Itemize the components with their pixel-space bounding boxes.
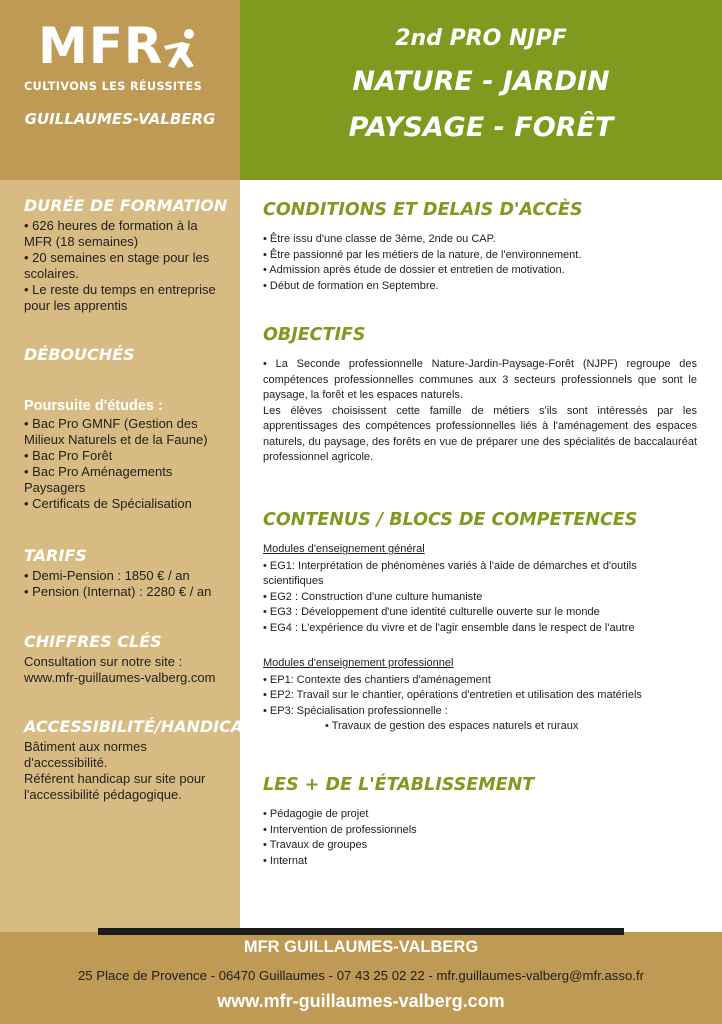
module-item: • EG4 : L'expérience du vivre et de l'agir ensemble dans le respect de l'autre bbox=[263, 621, 635, 634]
footer-website-link[interactable]: www.mfr-guillaumes-valberg.com bbox=[217, 991, 505, 1011]
accessibilite-line: d'accessibilité. bbox=[24, 755, 108, 770]
debouches-line: • Bac Pro GMNF (Gestion des bbox=[24, 416, 198, 431]
module-item: • EG2 : Construction d'une culture humaniste bbox=[263, 590, 483, 603]
course-title-code: 2nd PRO NJPF bbox=[395, 26, 567, 51]
mfr-logo: MFR bbox=[38, 17, 164, 75]
logo-tagline: CULTIVONS LES RÉUSSITES bbox=[24, 80, 203, 93]
plus-item: • Intervention de professionnels bbox=[263, 823, 417, 836]
course-title-line-3: PAYSAGE - FORÊT bbox=[348, 112, 614, 143]
debouches-line: Paysagers bbox=[24, 480, 86, 495]
debouches-heading: DÉBOUCHÉS bbox=[24, 345, 135, 364]
footer-divider bbox=[98, 928, 624, 935]
plus-item: • Travaux de groupes bbox=[263, 839, 368, 851]
objectifs-paragraph: • La Seconde professionnelle Nature-Jardin-Paysage-Forêt (NJPF) regroupe des compétences professionnelles communes aux 3 secteurs professionnels que sont le paysage, la forêt et les espaces naturels. bbox=[263, 358, 697, 401]
duree-line: pour les apprentis bbox=[24, 298, 128, 313]
section-tarifs bbox=[24, 546, 234, 600]
debouches-line: • Certificats de Spécialisation bbox=[24, 496, 192, 511]
chiffres-line: Consultation sur notre site : bbox=[24, 654, 183, 669]
contenus-heading: CONTENUS / BLOCS DE COMPETENCES bbox=[263, 510, 638, 530]
plus-item: • Internat bbox=[263, 854, 308, 867]
module-item: • EP2: Travail sur le chantier, opérations d'entretien et utilisation des matériels bbox=[263, 689, 642, 701]
general-modules-title: Modules d'enseignement général bbox=[263, 543, 425, 555]
section-debouches bbox=[24, 345, 234, 367]
accessibilite-heading: ACCESSIBILITÉ/HANDICAP bbox=[24, 717, 255, 736]
section-duree bbox=[24, 196, 234, 314]
condition-item: • Début de formation en Septembre. bbox=[263, 279, 439, 292]
section-accessibilite bbox=[24, 717, 255, 803]
duree-line: • 626 heures de formation à la bbox=[24, 218, 198, 233]
section-objectifs bbox=[263, 323, 697, 466]
duree-line: scolaires. bbox=[24, 266, 79, 281]
logo-site-name: GUILLAUMES-VALBERG bbox=[24, 110, 216, 128]
objectifs-heading: OBJECTIFS bbox=[263, 325, 366, 345]
objectifs-paragraph: Les élèves choisissent cette famille de métiers s'ils sont intéressés par les apprentissages des compétences professionnelles liés à l'aménagement des espaces naturels, du paysage, des forêts en vue de préparer une des spécialités de baccalauréat professionnel agricole. bbox=[263, 404, 697, 463]
duree-line: MFR (18 semaines) bbox=[24, 234, 139, 249]
plus-heading: LES + DE L'ÉTABLISSEMENT bbox=[263, 775, 535, 795]
debouches-line: • Bac Pro Aménagements bbox=[24, 464, 173, 479]
section-plus bbox=[263, 773, 697, 869]
condition-item: • Admission après étude de dossier et entretien de motivation. bbox=[263, 264, 565, 276]
module-item: • EP1: Contexte des chantiers d'aménagement bbox=[263, 673, 491, 686]
duree-heading: DURÉE DE FORMATION bbox=[24, 196, 228, 215]
tarif-line: • Pension (Internat) : 2280 € / an bbox=[24, 584, 212, 599]
conditions-heading: CONDITIONS ET DELAIS D'ACCÈS bbox=[263, 200, 583, 220]
accessibilite-line: Bâtiment aux normes bbox=[24, 739, 147, 754]
footer-address: 25 Place de Provence - 06470 Guillaumes - 07 43 25 02 22 - mfr.guillaumes-valberg@mfr.asso.fr bbox=[77, 968, 645, 983]
module-item: • EG3 : Développement d'une identité culturelle ouverte sur le monde bbox=[263, 606, 600, 618]
module-item: • EP3: Spécialisation professionnelle : bbox=[263, 704, 448, 717]
runner-logo-icon bbox=[158, 26, 202, 70]
tarif-line: • Demi-Pension : 1850 € / an bbox=[24, 568, 190, 583]
duree-line: • 20 semaines en stage pour les bbox=[24, 250, 210, 265]
duree-line: • Le reste du temps en entreprise bbox=[24, 282, 216, 297]
module-item: • EG1: Interprétation de phénomènes variés à l'aide de démarches et d'outils scientifiques bbox=[263, 559, 637, 587]
tarifs-heading: TARIFS bbox=[24, 546, 87, 565]
course-title-line-2: NATURE - JARDIN bbox=[352, 66, 610, 97]
pro-modules-title: Modules d'enseignement professionnel bbox=[263, 657, 454, 669]
chiffres-url: www.mfr-guillaumes-valberg.com bbox=[24, 670, 216, 685]
section-contenus bbox=[263, 508, 697, 735]
chiffres-heading: CHIFFRES CLÉS bbox=[24, 632, 162, 651]
section-chiffres bbox=[24, 632, 234, 686]
debouches-line: • Bac Pro Forêt bbox=[24, 448, 113, 463]
footer-name: MFR GUILLAUMES-VALBERG bbox=[243, 938, 479, 956]
plus-item: • Pédagogie de projet bbox=[263, 808, 369, 820]
condition-item: • Être issu d'une classe de 3ème, 2nde ou CAP. bbox=[263, 233, 496, 245]
poursuite-subheading: Poursuite d'études : bbox=[24, 398, 163, 414]
condition-item: • Être passionné par les métiers de la nature, de l'environnement. bbox=[263, 248, 582, 261]
accessibilite-line: l'accessibilité pédagogique. bbox=[24, 787, 182, 802]
section-conditions bbox=[263, 198, 697, 294]
section-poursuite bbox=[24, 397, 234, 512]
module-sub-item: • Travaux de gestion des espaces naturels et ruraux bbox=[325, 720, 579, 732]
accessibilite-line: Référent handicap sur site pour bbox=[24, 771, 206, 786]
debouches-line: Milieux Naturels et de la Faune) bbox=[24, 432, 208, 447]
